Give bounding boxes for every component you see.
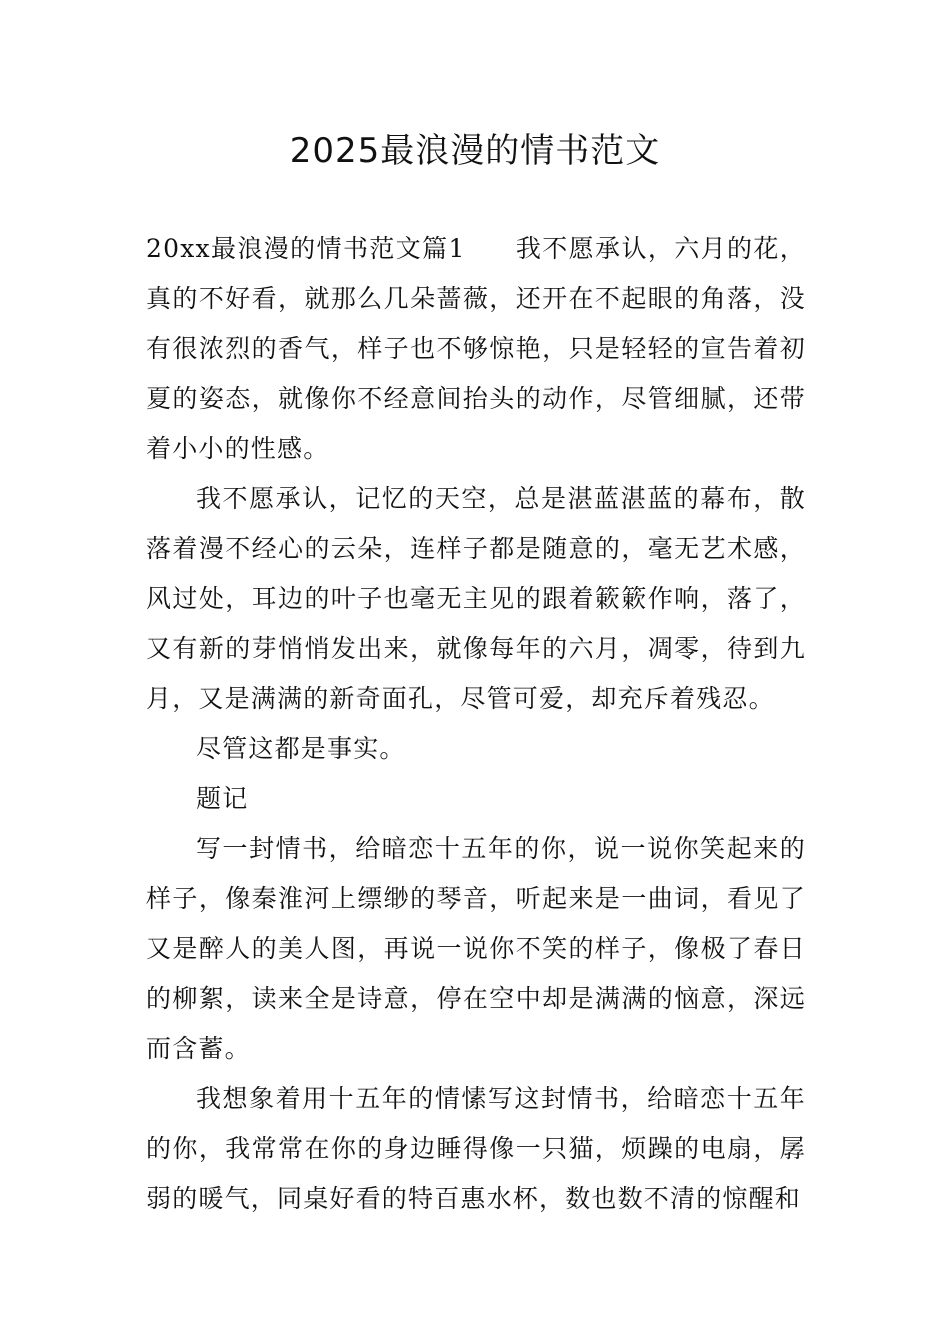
paragraph-text: 我不愿承认，六月的花，真的不好看，就那么几朵蔷薇，还开在不起眼的角落，没有很浓烈的香气，样子也不够惊艳，只是轻轻的宣告着初夏的姿态，就像你不经意间抬头的动作，尽管细腻，还带着小小的性感。 <box>146 234 807 463</box>
document-title: 2025最浪漫的情书范文 <box>289 131 661 171</box>
section-heading: 20xx最浪漫的情书范文篇1 <box>146 234 466 263</box>
paragraph: 题记 <box>196 784 249 813</box>
document-body <box>146 224 806 1224</box>
paragraph: 写一封情书，给暗恋十五年的你，说一说你笑起来的样子，像秦淮河上缥缈的琴音，听起来是一曲词，看见了又是醉人的美人图，再说一说你不笑的样子，像极了春日的柳絮，读来全是诗意，停在空中却是满满的恼意，深远而含蓄。 <box>146 834 806 1063</box>
paragraph: 尽管这都是事实。 <box>196 734 406 763</box>
paragraph: 我不愿承认，记忆的天空，总是湛蓝湛蓝的幕布，散落着漫不经心的云朵，连样子都是随意的，毫无艺术感，风过处，耳边的叶子也毫无主见的跟着簌簌作响，落了，又有新的芽悄悄发出来，就像每年的六月，凋零，待到九月，又是满满的新奇面孔，尽管可爱，却充斥着残忍。 <box>146 484 806 713</box>
paragraph: 我想象着用十五年的情愫写这封情书，给暗恋十五年的你，我常常在你的身边睡得像一只猫，烦躁的电扇，孱弱的暖气，同桌好看的特百惠水杯，数也数不清的惊醒和 <box>146 1084 806 1213</box>
paragraph <box>146 224 806 474</box>
